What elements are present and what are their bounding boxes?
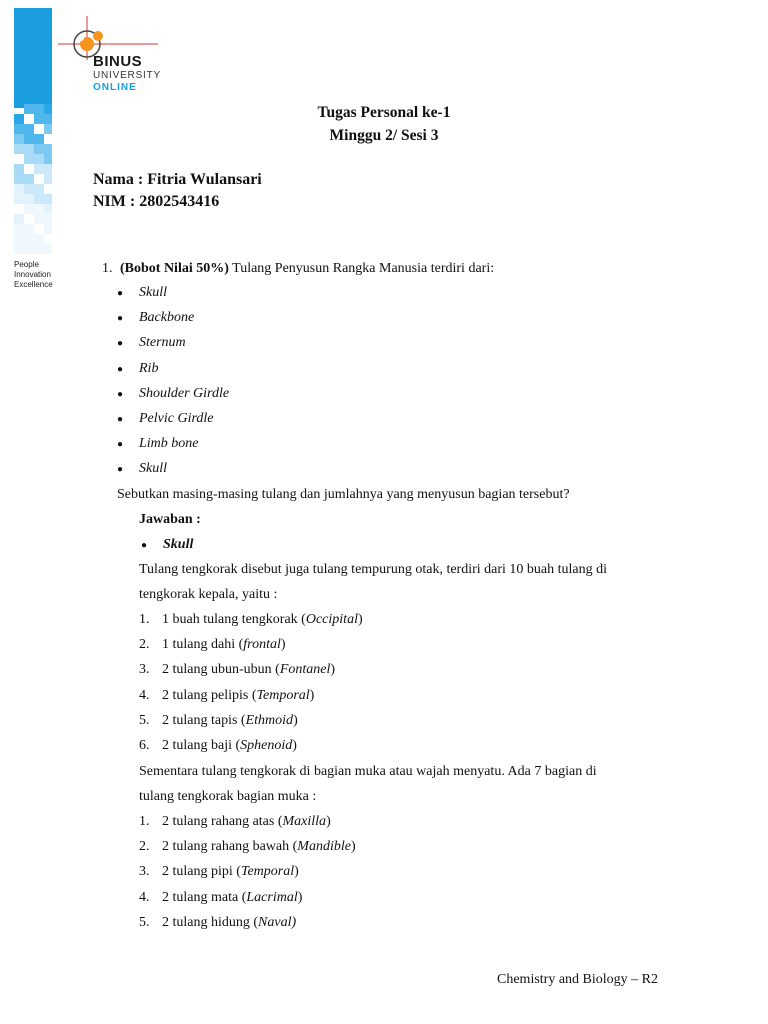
question-number: 1.	[102, 261, 113, 276]
answer-intro: Tulang tengkorak disebut juga tulang tempurung otak, terdiri dari 10 buah tulang di	[139, 562, 608, 577]
facial-bone-term: Naval)	[258, 914, 297, 930]
facial-bone-item	[162, 814, 331, 830]
mosaic-tile	[34, 194, 44, 204]
mosaic-tile	[34, 144, 44, 154]
cranial-bone-item	[162, 662, 335, 678]
student-nim: NIM : 2802543416	[93, 193, 220, 210]
cranial-bone-term: Ethmoid	[245, 712, 294, 728]
facial-bone-term: Mandible	[297, 839, 351, 855]
cranial-bone-close: )	[280, 637, 286, 653]
mosaic-tile	[14, 174, 24, 184]
mosaic-tile	[24, 244, 34, 254]
facial-bone-number: 4.	[139, 889, 150, 905]
mosaic-tile	[24, 154, 34, 164]
cranial-bone-number: 5.	[139, 712, 150, 728]
bullet-icon: ●	[117, 313, 124, 325]
mosaic-tile	[14, 214, 24, 224]
cranial-bone-close: )	[330, 662, 336, 678]
logo-online: ONLINE	[93, 82, 137, 93]
bullet-icon: ●	[117, 288, 124, 299]
facial-bone-close: )	[297, 889, 303, 905]
mosaic-tile	[14, 194, 24, 204]
question-text	[120, 261, 494, 277]
mosaic-tile	[44, 204, 52, 214]
cranial-bone-close: )	[293, 712, 298, 728]
stripe-band	[14, 8, 52, 108]
mosaic-tile	[24, 144, 34, 154]
mosaic-tile	[44, 154, 52, 164]
facial-bone-number: 3.	[139, 864, 150, 880]
face-intro: Sementara tulang tengkorak di bagian muka atau wajah menyatu. Ada 7 bagian di	[139, 764, 597, 779]
facial-bone-number: 5.	[139, 914, 150, 930]
cranial-bone-term: Fontanel	[279, 662, 331, 678]
bone-item: Skull	[139, 461, 167, 477]
cranial-bone-term: Sphenoid	[240, 738, 293, 753]
mosaic-tile	[24, 204, 34, 214]
page-subtitle: Minggu 2/ Sesi 3	[329, 127, 439, 144]
mosaic-tile	[34, 164, 44, 174]
mosaic-tile	[44, 194, 52, 204]
page-footer: Chemistry and Biology – R2	[497, 972, 658, 987]
mosaic-tile	[14, 184, 24, 194]
mosaic-tile	[14, 144, 24, 154]
bone-item: Sternum	[139, 335, 186, 351]
facial-bone-desc: 2 tulang pipi (	[162, 864, 241, 880]
bone-item: Pelvic Girdle	[139, 411, 214, 426]
cranial-bone-desc: 2 tulang pelipis (	[162, 687, 257, 703]
question-body: Tulang Penyusun Rangka Manusia terdiri dari:	[232, 261, 495, 276]
mosaic-tile	[34, 204, 44, 214]
mosaic-tile	[44, 214, 52, 224]
bullet-icon: ●	[117, 464, 124, 476]
facial-bone-close: )	[326, 814, 331, 829]
mosaic-tile	[14, 244, 24, 254]
logo-brand: BINUS	[93, 53, 143, 70]
mosaic-tile	[24, 234, 34, 244]
bullet-icon: ●	[117, 414, 124, 425]
tagline-line: Innovation	[14, 270, 51, 279]
brand-tagline	[14, 260, 53, 290]
student-name: Nama : Fitria Wulansari	[93, 171, 262, 188]
bullet-icon: ●	[117, 338, 124, 350]
cranial-bone-desc: 1 tulang dahi (	[162, 637, 244, 653]
cranial-bone-term: Temporal	[256, 687, 310, 703]
question-ask: Sebutkan masing-masing tulang dan jumlahnya yang menyusun bagian tersebut?	[117, 487, 570, 502]
mosaic-tile	[44, 164, 52, 174]
mosaic-tile	[34, 184, 44, 194]
facial-bone-item	[162, 915, 296, 931]
facial-bone-term: Lacrimal	[246, 889, 298, 905]
cranial-bone-number: 3.	[139, 662, 150, 678]
cranial-bone-item	[162, 688, 314, 704]
cranial-bone-close: )	[309, 687, 315, 703]
bone-item: Skull	[139, 285, 167, 300]
cranial-bone-item	[162, 612, 363, 628]
mosaic-tile	[34, 214, 44, 224]
mosaic-tile	[34, 234, 44, 244]
facial-bone-term: Temporal	[240, 864, 295, 880]
answer-label: Jawaban :	[139, 512, 201, 527]
tagline-line: Excellence	[14, 280, 53, 289]
face-intro: tulang tengkorak bagian muka :	[139, 789, 317, 804]
facial-bone-item	[162, 890, 302, 906]
mosaic-tile	[14, 224, 24, 234]
facial-bone-number: 2.	[139, 839, 150, 855]
bullet-icon: ●	[117, 363, 124, 375]
facial-bone-desc: 2 tulang rahang bawah (	[162, 839, 298, 855]
bullet-icon: ●	[117, 388, 124, 400]
facial-bone-term: Maxilla	[282, 814, 327, 829]
tagline-line: People	[14, 260, 39, 269]
mosaic-tile	[34, 154, 44, 164]
facial-bone-item	[162, 839, 356, 855]
bone-item: Limb bone	[139, 436, 199, 452]
answer-section: Skull	[163, 537, 194, 552]
cranial-bone-number: 4.	[139, 687, 150, 703]
mosaic-tile	[24, 194, 34, 204]
cranial-bone-item	[162, 738, 297, 754]
logo-university: UNIVERSITY	[93, 70, 162, 81]
mosaic-tile	[34, 244, 44, 254]
mosaic-tile	[14, 164, 24, 174]
page-title: Tugas Personal ke-1	[317, 104, 451, 121]
cranial-bone-desc: 2 tulang ubun-ubun (	[162, 662, 280, 678]
mosaic-tile	[44, 174, 52, 184]
facial-bone-close: )	[294, 864, 299, 880]
mosaic-tile	[24, 174, 34, 184]
facial-bone-desc: 2 tulang mata (	[162, 889, 247, 905]
cranial-bone-number: 6.	[139, 738, 150, 753]
facial-bone-close: )	[350, 839, 356, 855]
facial-bone-desc: 2 tulang rahang atas (	[162, 814, 283, 829]
bone-item: Rib	[139, 360, 159, 376]
cranial-bone-close: )	[292, 738, 297, 753]
cranial-bone-number: 2.	[139, 637, 150, 653]
bullet-icon: ●	[117, 439, 124, 451]
mosaic-tile	[24, 224, 34, 234]
cranial-bone-item	[162, 713, 298, 729]
bone-item: Shoulder Girdle	[139, 385, 230, 401]
cranial-bone-number: 1.	[139, 612, 150, 627]
cranial-bone-desc: 1 buah tulang tengkorak (	[162, 612, 306, 627]
mosaic-tile	[14, 234, 24, 244]
mosaic-tile	[44, 224, 52, 234]
cranial-bone-term: Occipital	[305, 612, 358, 627]
cranial-bone-term: frontal	[243, 637, 281, 653]
bone-item: Backbone	[139, 310, 195, 326]
cranial-bone-desc: 2 tulang tapis (	[162, 712, 246, 728]
mosaic-tile	[44, 144, 52, 154]
answer-intro: tengkorak kepala, yaitu :	[139, 587, 278, 602]
cranial-bone-item	[162, 637, 286, 653]
facial-bone-desc: 2 tulang hidung (	[162, 914, 259, 930]
facial-bone-number: 1.	[139, 814, 150, 829]
logo-wordmark	[93, 54, 161, 94]
facial-bone-item	[162, 864, 299, 880]
cranial-bone-close: )	[357, 612, 363, 627]
mosaic-tile	[44, 244, 52, 254]
question-weight: (Bobot Nilai 50%)	[120, 261, 229, 276]
cranial-bone-desc: 2 tulang baji (	[162, 738, 241, 753]
bullet-icon: ●	[141, 540, 148, 551]
mosaic-tile	[24, 184, 34, 194]
